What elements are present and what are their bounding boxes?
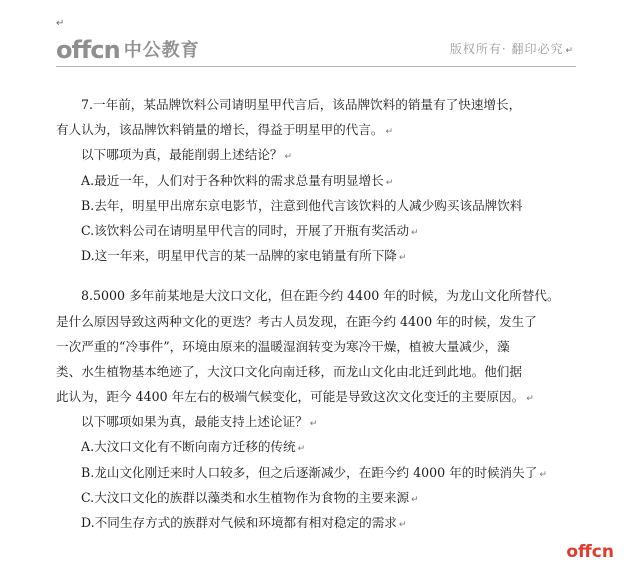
paragraph-mark: ↵ [56,18,65,29]
offcn-watermark: offcn [566,542,614,562]
offcn-logo [56,38,200,62]
q8-stem-line-3: 一次严重的“冷事件”，环境由原来的温暖湿润转变为寒冷干燥，植被大量减少，藻 [56,338,510,354]
q7-option-b: B.去年，明星甲出席东京电影节，注意到他代言该饮料的人减少购买该品牌饮料 [81,197,523,213]
q8-stem-line-1: 8.5000 多年前某地是大汶口文化，但在距今约 4400 年的时候，为龙山文化所替代。 [81,288,560,304]
q8-option-d: D.不同生存方式的族群对气候和环境都有相对稳定的需求 ↵ [81,515,407,530]
q7-option-a: A.最近一年，人们对于各种饮料的需求总量有明显增长 ↵ [81,172,394,188]
copyright-notice: 版权所有· 翻印必究 ↵ [449,42,574,56]
q8-option-c: C.大汶口文化的族群以藻类和水生植物作为食物的主要来源 ↵ [81,489,419,505]
q8-question: 以下哪项如果为真，最能支持上述论证？ ↵ [81,414,318,430]
q7-stem-line-1: 7.一年前，某品牌饮料公司请明星甲代言后，该品牌饮料的销量有了快速增长， [81,97,522,112]
logo-text-en: offcn [56,36,120,64]
q8-stem-line-2: 是什么原因导致这两种文化的更迭？考古人员发现，在距今约 4400 年的时候，发生了 [56,313,537,329]
document-header [56,34,574,68]
logo-text-cn: 中公教育 [123,40,200,61]
q8-stem-line-5: 此认为，距今 4400 年左右的极端气候变化，可能是导致这次文化变迁的主要原因。 ↵ [56,389,534,405]
q7-option-c: C.该饮料公司在请明星甲代言的同时，开展了开瓶有奖活动 ↵ [81,222,419,238]
q7-stem-line-2: 有人认为，该品牌饮料销量的增长，得益于明星甲的代言。 ↵ [56,122,393,138]
q8-option-a: A.大汶口文化有不断向南方迁移的传统 ↵ [81,439,306,455]
document-body [56,92,576,535]
q8-option-b: B.龙山文化刚迁来时人口较多，但之后逐渐减少，在距今约 4000 年的时候消失了 ↵ [81,464,547,480]
q7-question: 以下哪项为真，最能削弱上述结论？ ↵ [81,147,293,163]
q7-option-d: D.这一年来，明星甲代言的某一品牌的家电销量有所下降 ↵ [81,248,407,264]
q8-stem-line-4: 类、水生植物基本绝迹了，大汶口文化向南迁移，而龙山文化由北迁到此地。他们据 [56,363,522,379]
header-divider [56,66,576,67]
